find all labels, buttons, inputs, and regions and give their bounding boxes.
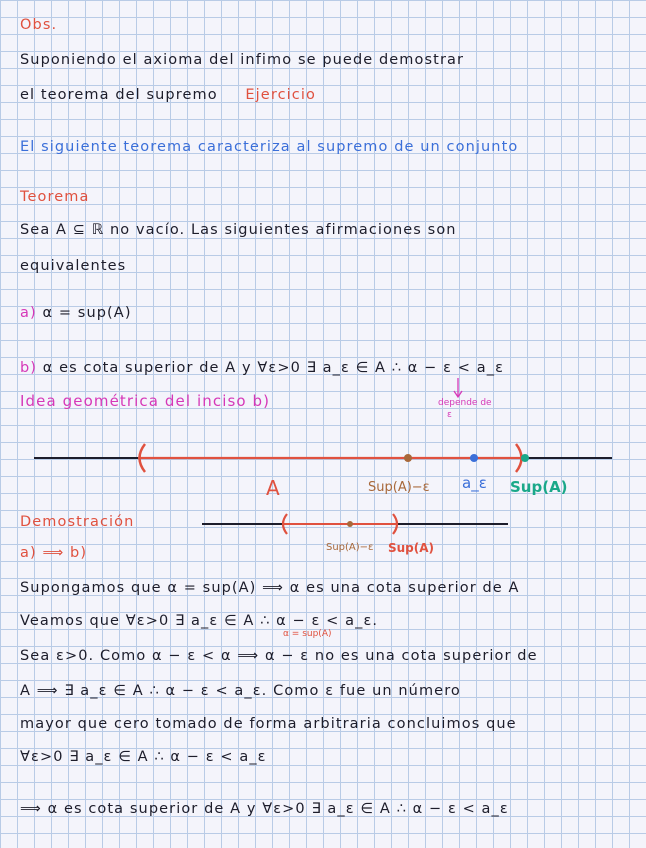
label-b: b) (20, 360, 38, 376)
point-a-eps (470, 454, 478, 462)
proof-line-3: Sea ε>0. Como α − ε < α ⟹ α − ε no es una cota superior de (20, 648, 538, 664)
case-a-implies-b: a) ⟹ b) (20, 545, 88, 561)
figure-label-sup-eps: Sup(A)−ε (368, 480, 430, 495)
statement-a-text: α = sup(A) (42, 305, 132, 321)
idea-geometrica: Idea geométrica del inciso b) (20, 392, 271, 410)
line-axioma: Suponiendo el axioma del infimo se puede demostrar (20, 52, 465, 68)
proof-note-alpha-sup: α = sup(A) (283, 629, 332, 639)
statement-b-text: α es cota superior de A y ∀ε>0 ∃ a_ε ∈ A ∴ α − ε < a_ε (42, 360, 505, 376)
teorema-line-2: equivalentes (20, 258, 127, 274)
proof-line-5: mayor que cero tomado de forma arbitraria concluimos que (20, 716, 517, 732)
proof-line-4: A ⟹ ∃ a_ε ∈ A ∴ α − ε < a_ε. Como ε fue un número (20, 683, 461, 699)
proof-line-6: ∀ε>0 ∃ a_ε ∈ A ∴ α − ε < a_ε (20, 749, 267, 765)
teorema-heading: Teorema (20, 189, 90, 205)
point-sup (521, 454, 529, 462)
figure-label-a: A (266, 476, 280, 500)
teorema-line-1: Sea A ⊆ ℝ no vacío. Las siguientes afirmaciones son (20, 222, 457, 238)
point-sup-minus-eps-small (347, 521, 353, 527)
obs-heading: Obs. (20, 17, 58, 33)
teorema-supremo-text: el teorema del supremo (20, 87, 218, 103)
depende-eps: ε (447, 410, 452, 420)
figure-label-a-eps: a_ε (462, 474, 487, 492)
proof-line-1: Supongamos que α = sup(A) ⟹ α es una cota superior de A (20, 580, 520, 596)
small-label-sup: Sup(A) (388, 541, 435, 555)
proof-line-2: Veamos que ∀ε>0 ∃ a_ε ∈ A ∴ α − ε < a_ε. (20, 613, 379, 629)
point-sup-minus-eps (404, 454, 412, 462)
label-a: a) (20, 305, 37, 321)
line-caracteriza: El siguiente teorema caracteriza al supremo de un conjunto (20, 139, 519, 155)
demostracion-heading: Demostración (20, 514, 135, 530)
proof-conclusion: ⟹ α es cota superior de A y ∀ε>0 ∃ a_ε ∈ A ∴ α − ε < a_ε (20, 801, 509, 817)
small-label-sup-eps: Sup(A)−ε (326, 542, 374, 553)
figure-label-sup: Sup(A) (510, 478, 568, 496)
depende-note: depende de (438, 398, 492, 408)
ejercicio-label: Ejercicio (245, 87, 316, 103)
